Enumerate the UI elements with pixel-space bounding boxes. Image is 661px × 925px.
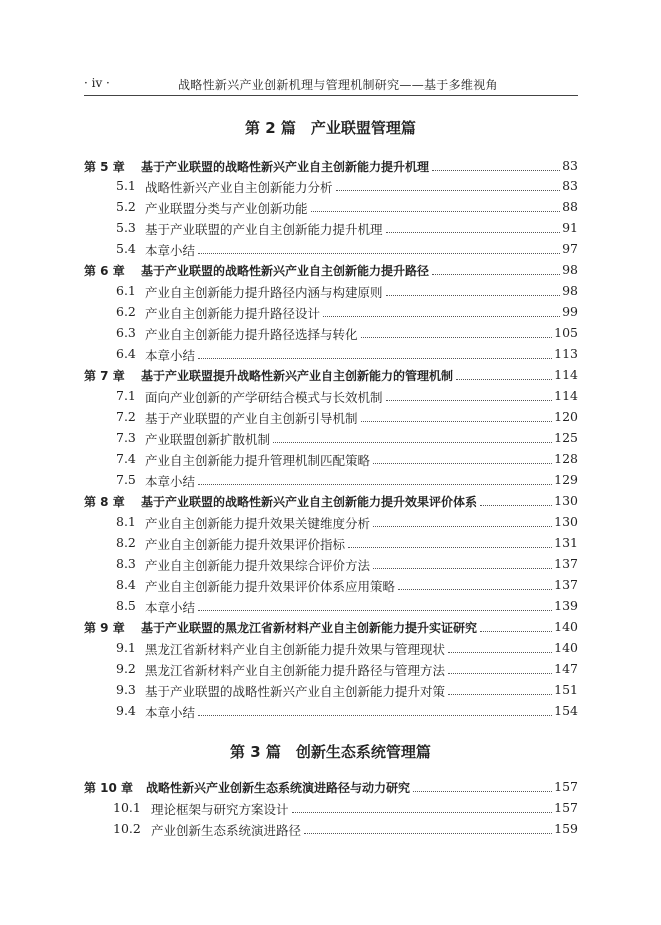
entry-page-number: 154 — [554, 703, 578, 718]
dot-leader — [361, 337, 553, 338]
toc-section-entry[interactable] — [0, 535, 661, 555]
entry-title: 本章小结 — [145, 243, 196, 258]
dot-leader — [198, 253, 560, 254]
entry-number: 第 7 章 — [84, 369, 125, 383]
entry-number: 5.2 — [116, 199, 136, 214]
entry-title: 面向产业创新的产学研结合模式与长效机制 — [145, 390, 383, 405]
entry-number: 6.4 — [116, 346, 136, 361]
entry-title: 基于产业联盟的黑龙江省新材料产业自主创新能力提升实证研究 — [141, 621, 478, 635]
entry-page-number: 114 — [554, 367, 578, 382]
toc-section-entry[interactable] — [0, 199, 661, 219]
dot-leader — [336, 190, 561, 191]
page-number: · iv · — [84, 76, 110, 90]
entry-page-number: 120 — [554, 409, 578, 424]
entry-number: 第 8 章 — [84, 495, 125, 509]
entry-number: 第 10 章 — [84, 781, 134, 795]
entry-page-number: 137 — [554, 577, 578, 592]
entry-page-number: 151 — [554, 682, 578, 697]
toc-section-entry[interactable] — [0, 346, 661, 366]
entry-page-number: 157 — [554, 800, 578, 815]
entry-title: 本章小结 — [145, 348, 196, 363]
dot-leader — [398, 589, 552, 590]
entry-number: 8.5 — [116, 598, 136, 613]
toc-chapter-entry[interactable] — [0, 262, 661, 282]
dot-leader — [432, 170, 560, 171]
dot-leader — [448, 652, 552, 653]
entry-page-number: 99 — [562, 304, 578, 319]
entry-title: 本章小结 — [145, 705, 196, 720]
dot-leader — [386, 295, 561, 296]
entry-number: 5.3 — [116, 220, 136, 235]
entry-page-number: 130 — [554, 493, 578, 508]
dot-leader — [323, 316, 560, 317]
entry-title: 基于产业联盟的战略性新兴产业自主创新能力提升效果评价体系 — [141, 495, 478, 509]
entry-number: 7.5 — [116, 472, 136, 487]
entry-page-number: 159 — [554, 821, 578, 836]
entry-page-number: 88 — [562, 199, 578, 214]
dot-leader — [292, 812, 553, 813]
dot-leader — [480, 505, 552, 506]
toc-section-entry[interactable] — [0, 682, 661, 702]
toc-section-entry[interactable] — [0, 472, 661, 492]
entry-number: 7.4 — [116, 451, 136, 466]
entry-page-number: 83 — [562, 178, 578, 193]
entry-title: 基于产业联盟的产业自主创新能力提升机理 — [145, 222, 383, 237]
dot-leader — [361, 421, 553, 422]
entry-number: 9.4 — [116, 703, 136, 718]
toc-section-entry[interactable] — [0, 409, 661, 429]
entry-page-number: 83 — [562, 158, 578, 173]
entry-title: 产业创新生态系统演进路径 — [151, 823, 302, 838]
entry-number: 6.3 — [116, 325, 136, 340]
entry-number: 第 9 章 — [84, 621, 125, 635]
toc-chapter-entry[interactable] — [0, 619, 661, 639]
entry-number: 10.2 — [113, 821, 141, 836]
entry-number: 8.2 — [116, 535, 136, 550]
entry-page-number: 114 — [554, 388, 578, 403]
toc-section-entry[interactable] — [0, 800, 661, 820]
entry-title: 基于产业联盟提升战略性新兴产业自主创新能力的管理机制 — [141, 369, 454, 383]
part-3-title: 第 3 篇 创新生态系统管理篇 — [230, 743, 431, 761]
entry-page-number: 137 — [554, 556, 578, 571]
dot-leader — [273, 442, 552, 443]
toc-section-entry[interactable] — [0, 451, 661, 471]
entry-title: 产业自主创新能力提升管理机制匹配策略 — [145, 453, 371, 468]
entry-page-number: 97 — [562, 241, 578, 256]
entry-page-number: 98 — [562, 262, 578, 277]
entry-page-number: 98 — [562, 283, 578, 298]
toc-section-entry[interactable] — [0, 598, 661, 618]
entry-number: 7.3 — [116, 430, 136, 445]
dot-leader — [448, 694, 552, 695]
entry-title: 本章小结 — [145, 474, 196, 489]
toc-section-entry[interactable] — [0, 556, 661, 576]
entry-number: 7.2 — [116, 409, 136, 424]
entry-number: 9.2 — [116, 661, 136, 676]
dot-leader — [456, 379, 552, 380]
dot-leader — [432, 274, 560, 275]
entry-page-number: 130 — [554, 514, 578, 529]
entry-number: 5.1 — [116, 178, 136, 193]
toc-section-entry[interactable] — [0, 220, 661, 240]
toc-chapter-entry[interactable] — [0, 779, 661, 799]
entry-page-number: 125 — [554, 430, 578, 445]
entry-number: 6.1 — [116, 283, 136, 298]
entry-page-number: 131 — [554, 535, 578, 550]
entry-number: 9.3 — [116, 682, 136, 697]
entry-title: 战略性新兴产业创新生态系统演进路径与动力研究 — [146, 781, 411, 795]
dot-leader — [373, 526, 552, 527]
entry-page-number: 140 — [554, 619, 578, 634]
entry-title: 产业自主创新能力提升路径设计 — [145, 306, 321, 321]
dot-leader — [373, 463, 552, 464]
entry-title: 基于产业联盟的战略性新兴产业自主创新能力提升机理 — [141, 160, 430, 174]
toc-chapter-entry[interactable] — [0, 367, 661, 387]
entry-title: 本章小结 — [145, 600, 196, 615]
toc-section-entry[interactable] — [0, 577, 661, 597]
toc-section-entry[interactable] — [0, 640, 661, 660]
entry-title: 黑龙江省新材料产业自主创新能力提升路径与管理方法 — [145, 663, 446, 678]
entry-page-number: 105 — [554, 325, 578, 340]
entry-title: 产业自主创新能力提升路径内涵与构建原则 — [145, 285, 383, 300]
entry-page-number: 139 — [554, 598, 578, 613]
dot-leader — [198, 484, 552, 485]
toc-section-entry[interactable] — [0, 178, 661, 198]
dot-leader — [386, 400, 553, 401]
entry-title: 产业自主创新能力提升效果评价指标 — [145, 537, 346, 552]
toc-section-entry[interactable] — [0, 821, 661, 841]
toc-section-entry[interactable] — [0, 388, 661, 408]
entry-number: 5.4 — [116, 241, 136, 256]
entry-page-number: 129 — [554, 472, 578, 487]
dot-leader — [311, 211, 561, 212]
dot-leader — [198, 610, 552, 611]
toc-section-entry[interactable] — [0, 304, 661, 324]
entry-title: 产业联盟创新扩散机制 — [145, 432, 271, 447]
entry-title: 产业联盟分类与产业创新功能 — [145, 201, 308, 216]
entry-number: 8.1 — [116, 514, 136, 529]
toc-section-entry[interactable] — [0, 703, 661, 723]
entry-number: 第 6 章 — [84, 264, 125, 278]
entry-number: 第 5 章 — [84, 160, 125, 174]
entry-page-number: 128 — [554, 451, 578, 466]
toc-section-entry[interactable] — [0, 661, 661, 681]
toc-section-entry[interactable] — [0, 241, 661, 261]
entry-title: 产业自主创新能力提升路径选择与转化 — [145, 327, 358, 342]
toc-chapter-entry[interactable] — [0, 493, 661, 513]
dot-leader — [198, 358, 552, 359]
book-title: 战略性新兴产业创新机理与管理机制研究——基于多维视角 — [178, 78, 498, 92]
dot-leader — [198, 715, 552, 716]
entry-number: 7.1 — [116, 388, 136, 403]
entry-title: 基于产业联盟的战略性新兴产业自主创新能力提升路径 — [141, 264, 430, 278]
dot-leader — [304, 833, 552, 834]
entry-title: 产业自主创新能力提升效果综合评价方法 — [145, 558, 371, 573]
entry-page-number: 140 — [554, 640, 578, 655]
entry-title: 战略性新兴产业自主创新能力分析 — [145, 180, 333, 195]
toc-section-entry[interactable] — [0, 514, 661, 534]
dot-leader — [448, 673, 552, 674]
entry-title: 黑龙江省新材料产业自主创新能力提升效果与管理现状 — [145, 642, 446, 657]
toc-section-entry[interactable] — [0, 430, 661, 450]
entry-title: 理论框架与研究方案设计 — [151, 802, 289, 817]
entry-title: 基于产业联盟的产业自主创新引导机制 — [145, 411, 358, 426]
entry-number: 8.4 — [116, 577, 136, 592]
toc-section-entry[interactable] — [0, 325, 661, 345]
entry-title: 产业自主创新能力提升效果评价体系应用策略 — [145, 579, 396, 594]
dot-leader — [373, 568, 552, 569]
entry-title: 产业自主创新能力提升效果关键维度分析 — [145, 516, 371, 531]
toc-chapter-entry[interactable] — [0, 158, 661, 178]
toc-section-entry[interactable] — [0, 283, 661, 303]
entry-number: 10.1 — [113, 800, 141, 815]
entry-number: 9.1 — [116, 640, 136, 655]
dot-leader — [413, 791, 552, 792]
entry-number: 6.2 — [116, 304, 136, 319]
entry-title: 基于产业联盟的战略性新兴产业自主创新能力提升对策 — [145, 684, 446, 699]
part-2-title: 第 2 篇 产业联盟管理篇 — [245, 119, 416, 137]
entry-page-number: 157 — [554, 779, 578, 794]
dot-leader — [386, 232, 561, 233]
entry-page-number: 113 — [554, 346, 578, 361]
entry-page-number: 91 — [562, 220, 578, 235]
entry-page-number: 147 — [554, 661, 578, 676]
dot-leader — [348, 547, 552, 548]
running-header — [84, 75, 578, 96]
entry-number: 8.3 — [116, 556, 136, 571]
dot-leader — [480, 631, 552, 632]
